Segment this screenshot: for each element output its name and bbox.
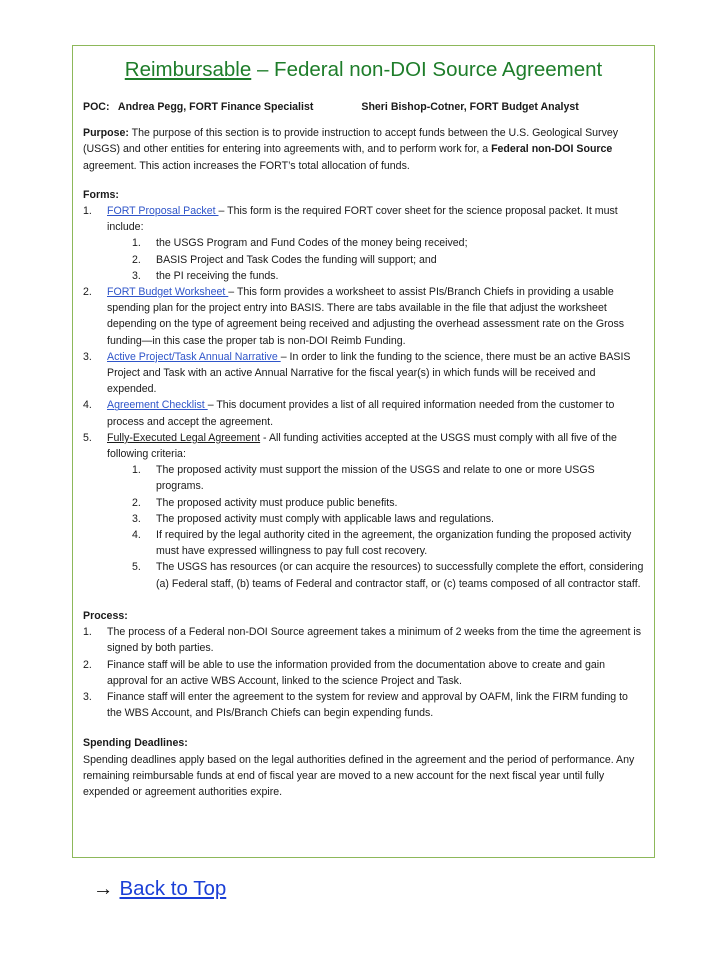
item-number: 2. xyxy=(83,658,92,671)
forms-sublist xyxy=(107,235,644,284)
sub-text: The proposed activity must comply with applicable laws and regulations. xyxy=(156,512,494,525)
sub-text: the PI receiving the funds. xyxy=(156,269,279,282)
poc-label: POC: xyxy=(83,101,110,113)
item-number: 5. xyxy=(83,431,92,444)
page-title xyxy=(83,56,644,84)
sub-number: 1. xyxy=(132,464,141,477)
fort-proposal-packet-link[interactable]: FORT Proposal Packet xyxy=(107,205,219,218)
forms-item xyxy=(83,397,644,429)
process-list xyxy=(83,624,644,721)
item-text: – In order to link the funding to the science, there must be an active BASIS Project and Task with an active Annual Narrative for the fiscal year(s) in which funds will be received and expended. xyxy=(107,350,631,396)
process-item xyxy=(83,624,644,656)
item-number: 1. xyxy=(83,626,92,639)
item-text: – This document provides a list of all required information needed from the customer to process and accept the agreement. xyxy=(107,399,615,428)
document-body xyxy=(83,99,644,800)
item-text: – This form is the required FORT cover sheet for the science proposal packet. It must include: xyxy=(107,205,618,234)
criteria-sublist xyxy=(107,462,644,592)
item-text: Finance staff will enter the agreement to the system for review and approval by OAFM, link the FIRM funding to the WBS Account, and PIs/Branch Chiefs can begin expending funds. xyxy=(107,690,628,720)
sub-item xyxy=(107,511,644,527)
back-to-top-link[interactable]: Back to Top xyxy=(119,877,227,900)
process-heading: Process: xyxy=(83,609,128,622)
item-number: 2. xyxy=(83,286,92,299)
process-item xyxy=(83,657,644,689)
poc-person1: Andrea Pegg, FORT Finance Specialist xyxy=(117,101,314,113)
sub-text: the USGS Program and Fund Codes of the money being received; xyxy=(156,237,468,250)
purpose-paragraph xyxy=(83,125,644,174)
item-number: 3. xyxy=(83,350,92,363)
sub-item xyxy=(107,462,644,494)
forms-item xyxy=(83,284,644,349)
sub-number: 3. xyxy=(132,269,141,282)
forms-item xyxy=(83,430,644,592)
right-arrow-icon: → xyxy=(93,877,114,900)
title-rest: – Federal non-DOI Source Agreement xyxy=(251,58,603,81)
item-text: - All funding activities accepted at the USGS must comply with all five of the following criteria: xyxy=(107,431,617,461)
purpose-text1: The purpose of this section is to provide instruction to accept funds between the U.S. Geological Survey (USGS) and other entities for entering into agreements with, and to perform work for, a xyxy=(83,127,619,156)
poc-person2: Sheri Bishop-Cotner, FORT Budget Analyst xyxy=(361,101,579,113)
agreement-checklist-link[interactable]: Agreement Checklist xyxy=(107,399,208,412)
sub-item xyxy=(107,495,644,511)
forms-item xyxy=(83,203,644,284)
spending-text: Spending deadlines apply based on the legal authorities defined in the agreement and the period of performance. Any remaining reimbursable funds at end of fiscal year are moved to a new account for the next fiscal year until fully expended or agreement authorities expire. xyxy=(83,753,635,798)
reimbursable-link[interactable]: Reimbursable xyxy=(124,58,252,81)
sub-text: If required by the legal authority cited in the agreement, the organization funding the proposed activity must have expressed willingness to pay full cost recovery. xyxy=(156,529,632,558)
sub-number: 1. xyxy=(132,237,141,250)
purpose-bold: Federal non-DOI Source xyxy=(491,143,613,156)
item-number: 1. xyxy=(83,205,92,218)
sub-number: 4. xyxy=(132,529,141,542)
sub-item xyxy=(107,235,644,251)
item-text: – This form provides a worksheet to assist PIs/Branch Chiefs in providing a usable spending plan for the project entry into BASIS. There are tabs available in the file that adjust the worksheet depending on the type of agreement being received and adjusting the overhead assessment rate on the Gross funding—in this case the proper tab is non-DOI Reimb Funding. xyxy=(107,286,625,347)
forms-item xyxy=(83,349,644,398)
item-number: 4. xyxy=(83,399,92,412)
sub-number: 5. xyxy=(132,561,141,574)
sub-item xyxy=(107,559,644,591)
spending-heading: Spending Deadlines: xyxy=(83,737,188,750)
sub-number: 2. xyxy=(132,496,141,509)
poc-line xyxy=(83,99,644,115)
purpose-text2: agreement. This action increases the FORT’s total allocation of funds. xyxy=(83,159,410,172)
sub-item xyxy=(107,252,644,268)
back-to-top xyxy=(93,877,226,901)
sub-text: The USGS has resources (or can acquire the resources) to successfully complete the effort, considering (a) Federal staff, (b) teams of Federal and contractor staff, or (c) teams composed of all contractor staff. xyxy=(156,561,644,590)
process-item xyxy=(83,689,644,721)
sub-text: The proposed activity must support the mission of the USGS and relate to one or more USGS programs. xyxy=(156,464,595,493)
sub-item xyxy=(107,268,644,284)
annual-narrative-link[interactable]: Active Project/Task Annual Narrative xyxy=(107,350,281,363)
sub-number: 3. xyxy=(132,512,141,525)
sub-text: BASIS Project and Task Codes the funding will support; and xyxy=(156,253,437,266)
purpose-label: Purpose: xyxy=(83,127,129,140)
legal-agreement-label: Fully-Executed Legal Agreement xyxy=(107,431,261,444)
content-panel xyxy=(72,45,655,858)
sub-text: The proposed activity must produce public benefits. xyxy=(156,496,398,509)
forms-heading: Forms: xyxy=(83,188,119,201)
fort-budget-worksheet-link[interactable]: FORT Budget Worksheet xyxy=(107,286,229,299)
item-text: The process of a Federal non-DOI Source agreement takes a minimum of 2 weeks from the time the agreement is signed by both parties. xyxy=(107,626,642,655)
sub-number: 2. xyxy=(132,253,141,266)
sub-item xyxy=(107,527,644,559)
item-number: 3. xyxy=(83,690,92,703)
item-text: Finance staff will be able to use the information provided from the documentation above to create and gain approval for an active WBS Account, linked to the science Project and Task. xyxy=(107,658,606,687)
forms-list xyxy=(83,203,644,592)
